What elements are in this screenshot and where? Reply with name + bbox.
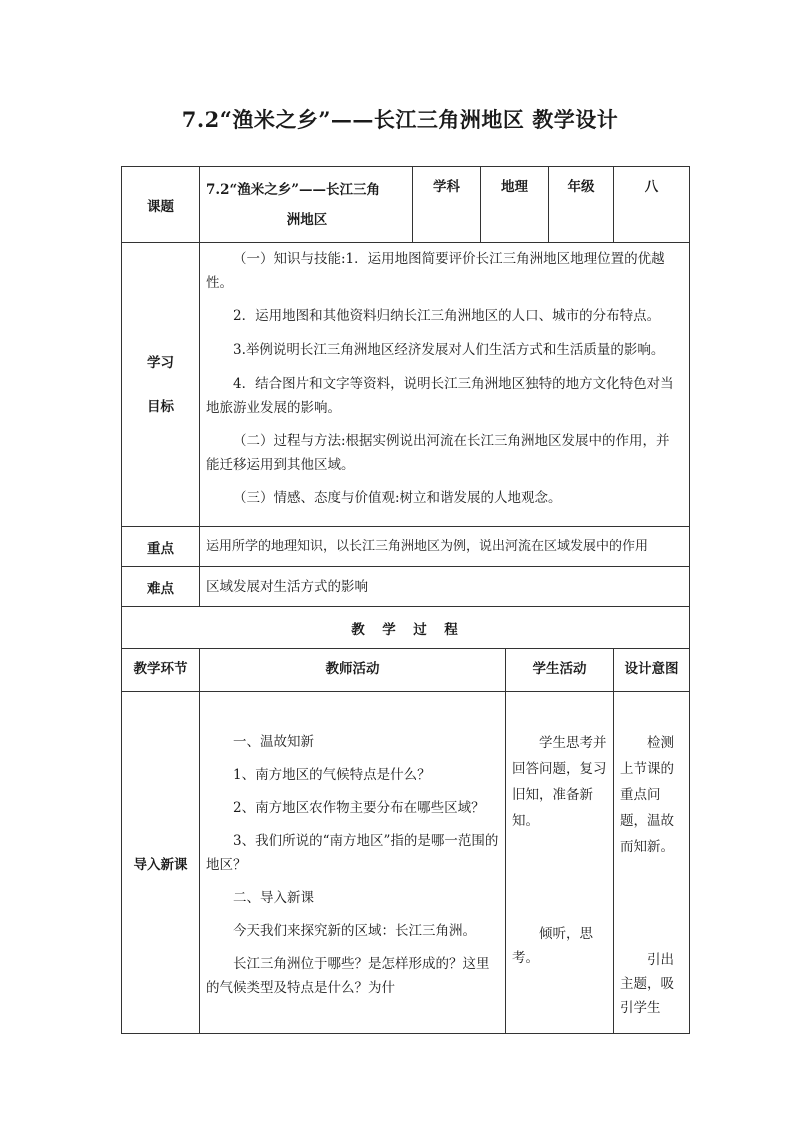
difficult-point-text: 区域发展对生活方式的影响 bbox=[200, 567, 690, 607]
teacher-paragraph: 二、导入新课 bbox=[233, 890, 314, 906]
objective-paragraph: 4．结合图片和文字等资料，说明长江三角洲地区独特的地方文化特色对当地旅游业发展的影响。 bbox=[206, 376, 674, 416]
teacher-paragraph: 2、南方地区农作物主要分布在哪些区域？ bbox=[233, 800, 485, 816]
key-point-label: 重点 bbox=[122, 527, 200, 567]
process-heading: 教 学 过 程 bbox=[122, 607, 690, 649]
intent-header: 设计意图 bbox=[614, 649, 690, 692]
design-intent-2: 引出主题，吸引学生 bbox=[620, 952, 674, 1016]
objectives-content bbox=[200, 243, 690, 527]
objective-paragraph: （二）过程与方法:根据实例说出河流在长江三角洲地区发展中的作用，并能迁移运用到其他区域。 bbox=[206, 433, 670, 473]
objective-paragraph: 2．运用地图和其他资料归纳长江三角洲地区的人口、城市的分布特点。 bbox=[233, 308, 661, 324]
objectives-label bbox=[122, 243, 200, 527]
document-title: 7.2“渔米之乡”——长江三角洲地区 教学设计 bbox=[181, 107, 619, 132]
teacher-header: 教师活动 bbox=[200, 649, 506, 692]
intro-student-activity bbox=[506, 692, 614, 1034]
intro-teacher-activity bbox=[200, 692, 506, 1034]
design-intent-1: 检测上节课的重点问题，温故而知新。 bbox=[620, 735, 674, 855]
objectives-row bbox=[122, 243, 690, 527]
student-activity-2: 倾听，思考。 bbox=[512, 926, 593, 966]
intro-design-intent bbox=[614, 692, 690, 1034]
topic-value-line1: 7.2“渔米之乡”——长江三角 bbox=[206, 182, 381, 198]
teacher-paragraph: 1、南方地区的气候特点是什么？ bbox=[233, 767, 431, 783]
objectives-label-line1: 学习 bbox=[147, 354, 174, 371]
subject-value: 地理 bbox=[481, 167, 549, 243]
process-heading-row bbox=[122, 607, 690, 649]
key-point-text: 运用所学的地理知识，以长江三角洲地区为例，说出河流在区域发展中的作用 bbox=[200, 527, 690, 567]
grade-value: 八 bbox=[614, 167, 690, 243]
teacher-paragraph: 一、温故知新 bbox=[233, 734, 314, 750]
intro-stage: 导入新课 bbox=[122, 692, 200, 1034]
teacher-paragraph: 3、我们所说的“南方地区”指的是哪一范围的地区？ bbox=[206, 833, 499, 873]
objective-paragraph: （三）情感、态度与价值观:树立和谐发展的人地观念。 bbox=[233, 490, 562, 506]
grade-label: 年级 bbox=[549, 167, 614, 243]
header-row bbox=[122, 167, 690, 243]
intro-row bbox=[122, 692, 690, 1034]
topic-value bbox=[200, 167, 413, 243]
subject-label: 学科 bbox=[413, 167, 481, 243]
teacher-paragraph: 长江三角洲位于哪些？是怎样形成的？这里的气候类型及特点是什么？为什 bbox=[206, 956, 490, 996]
topic-label: 课题 bbox=[122, 167, 200, 243]
topic-value-line2: 洲地区 bbox=[286, 212, 328, 228]
difficult-point-label: 难点 bbox=[122, 567, 200, 607]
objectives-label-line2: 目标 bbox=[147, 398, 174, 415]
lesson-plan-table bbox=[121, 166, 690, 1034]
objective-paragraph: （一）知识与技能:1．运用地图简要评价长江三角洲地区地理位置的优越性。 bbox=[206, 251, 665, 291]
key-point-row bbox=[122, 527, 690, 567]
teacher-paragraph: 今天我们来探究新的区域：长江三角洲。 bbox=[233, 923, 476, 939]
objective-paragraph: 3.举例说明长江三角洲地区经济发展对人们生活方式和生活质量的影响。 bbox=[233, 342, 665, 358]
student-header: 学生活动 bbox=[506, 649, 614, 692]
process-header-row bbox=[122, 649, 690, 692]
stage-header: 教学环节 bbox=[122, 649, 200, 692]
student-activity-1: 学生思考并回答问题，复习旧知，准备新知。 bbox=[512, 735, 607, 829]
difficult-point-row bbox=[122, 567, 690, 607]
